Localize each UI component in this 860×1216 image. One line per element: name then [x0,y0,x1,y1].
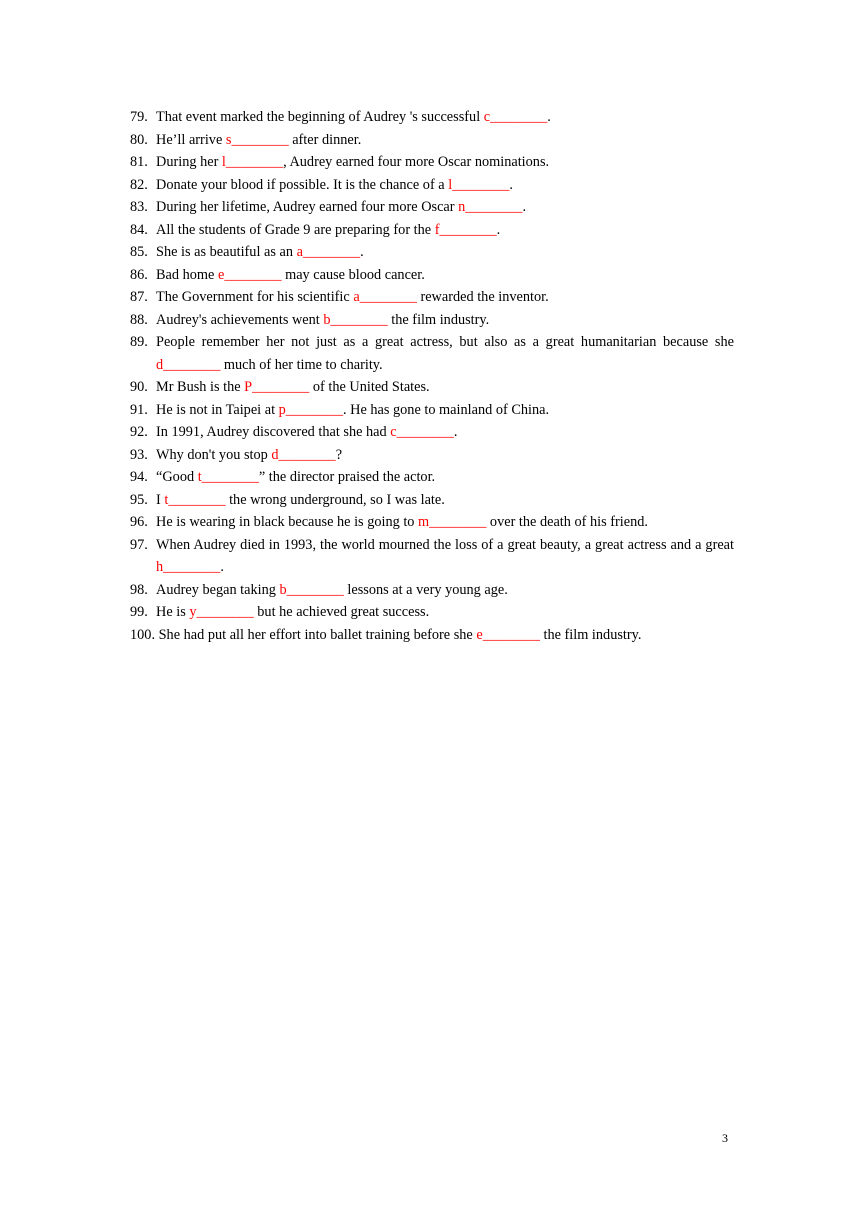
question-item [130,399,734,422]
question-text-after: the film industry. [539,626,642,643]
question-text-after: rewarded the inventor. [416,289,549,305]
question-text-after: . [220,559,224,575]
question-text-before: He is [156,604,190,620]
question-text-before: That event marked the beginning of Audrey 's successful [156,109,484,125]
answer-blank: ________ [163,559,221,575]
hint-letter: d [271,446,279,463]
question-text-after: the wrong underground, so I was late. [225,491,445,508]
question-item [130,196,734,219]
question-text-before: During her [156,154,222,170]
question-number: 92. [130,424,148,440]
question-text-before: “Good [156,469,198,485]
question-number: 95. [130,491,148,508]
question-text-after: , Audrey earned four more Oscar nominations. [283,154,550,170]
question-number: 83. [130,199,148,215]
question-text-before: He’ll arrive [156,131,226,148]
question-number: 90. [130,379,148,395]
question-number: 86. [130,266,148,283]
question-text-after: after dinner. [288,131,362,148]
question-text-before: In 1991, Audrey discovered that she had [156,424,391,440]
question-item [130,601,734,624]
question-text-before: Why don't you stop [156,446,272,463]
question-text-before: Bad home [156,266,218,283]
question-text-before: During her lifetime, Audrey earned four more Oscar [156,199,459,215]
question-item [130,511,734,534]
answer-blank: ________ [452,176,510,193]
hint-letter: e [476,626,483,643]
question-text-after: . [522,199,527,215]
question-number: 88. [130,311,148,328]
question-item [130,489,734,512]
question-number: 84. [130,221,148,238]
question-number: 91. [130,401,148,418]
answer-blank: ________ [278,446,336,463]
question-text-after: . [547,109,551,125]
question-item [130,241,734,264]
hint-letter: l [448,176,453,193]
question-number: 85. [130,244,148,260]
answer-blank: ________ [285,401,343,418]
answer-blank: ________ [225,154,284,170]
question-number: 98. [130,581,148,598]
question-text-after: ” the director praised the actor. [258,469,436,485]
question-item [130,286,734,309]
question-text-before: When Audrey died in 1993, the world mourned the loss of a great beauty, a great actress and a great [156,536,734,553]
question-text-before: Audrey's achievements went [156,311,324,328]
question-item [130,579,734,602]
question-number: 96. [130,514,148,530]
question-number: 93. [130,446,148,463]
question-item [130,534,734,579]
question-item [130,106,734,129]
answer-blank: ________ [196,604,254,620]
answer-blank: ________ [359,289,417,305]
hint-letter: t [164,491,169,508]
question-text-after: . [509,176,513,193]
question-text-before: The Government for his scientific [156,289,354,305]
question-text-after: but he achieved great success. [253,604,430,620]
question-number: 82. [130,176,148,193]
question-number: 97. [130,536,148,553]
question-number: 99. [130,604,148,620]
answer-blank: ________ [302,244,361,260]
hint-letter: c [390,424,397,440]
answer-blank: ________ [168,491,226,508]
question-number: 80. [130,131,148,148]
answer-blank: ________ [252,379,310,395]
question-item [130,624,734,647]
question-text-before: All the students of Grade 9 are preparing for the [156,221,435,238]
answer-blank: ________ [439,221,497,238]
question-text-before: Audrey began taking [156,581,280,598]
question-item [130,444,734,467]
question-text-after: . [360,244,364,260]
question-text-before: He is wearing in black because he is going to [156,514,419,530]
hint-letter: m [418,514,430,530]
hint-letter: b [279,581,287,598]
question-item [130,219,734,242]
question-text-before: Mr Bush is the [156,379,245,395]
question-list [130,106,734,646]
question-text-before: She is as beautiful as an [156,244,297,260]
question-number: 94. [130,469,148,485]
answer-blank: ________ [429,514,487,530]
question-text-before: People remember her not just as a great actress, but also as a great humanitarian because she [156,334,734,350]
hint-letter: t [197,469,202,485]
question-item [130,466,734,489]
answer-blank: ________ [224,266,282,283]
question-text-before: He is not in Taipei at [156,401,279,418]
hint-letter: d [156,356,164,373]
answer-blank: ________ [465,199,523,215]
hint-letter: a [353,289,360,305]
question-item [130,264,734,287]
answer-blank: ________ [330,311,388,328]
hint-letter: b [323,311,331,328]
question-item [130,129,734,152]
answer-blank: ________ [490,109,548,125]
question-number: 100. [130,626,156,643]
hint-letter: y [189,604,197,620]
hint-letter: s [225,131,232,148]
question-item [130,421,734,444]
hint-letter: e [217,266,225,283]
question-text-after: may cause blood cancer. [281,266,425,283]
question-text-after: over the death of his friend. [486,514,648,530]
answer-blank: ________ [286,581,344,598]
answer-blank: ________ [201,469,259,485]
question-item [130,151,734,174]
hint-letter: c [483,109,491,125]
question-item [130,309,734,332]
answer-blank: ________ [163,356,221,373]
question-text-after: lessons at a very young age. [343,581,508,598]
hint-letter: l [221,154,226,170]
answer-blank: ________ [231,131,289,148]
question-text-before: She had put all her effort into ballet training before she [158,626,477,643]
answer-blank: ________ [396,424,454,440]
question-text-after: . [453,424,458,440]
hint-letter: h [156,559,164,575]
question-item [130,174,734,197]
question-number: 89. [130,334,148,350]
question-item [130,376,734,399]
hint-letter: a [296,244,303,260]
question-item [130,331,734,376]
question-text-after: much of her time to charity. [220,356,383,373]
answer-blank: ________ [482,626,540,643]
hint-letter: n [458,199,466,215]
question-text-after: ? [335,446,343,463]
question-number: 81. [130,154,148,170]
hint-letter: p [278,401,286,418]
question-text-after: the film industry. [387,311,490,328]
hint-letter: f [434,221,440,238]
question-text-after: . He has gone to mainland of China. [342,401,550,418]
question-text-before: I [156,491,165,508]
page-number: 3 [722,1131,728,1145]
question-number: 87. [130,289,148,305]
question-text-before: Donate your blood if possible. It is the chance of a [156,176,449,193]
question-number: 79. [130,109,148,125]
question-text-after: of the United States. [309,379,430,395]
question-text-after: . [496,221,501,238]
hint-letter: P [244,379,253,395]
